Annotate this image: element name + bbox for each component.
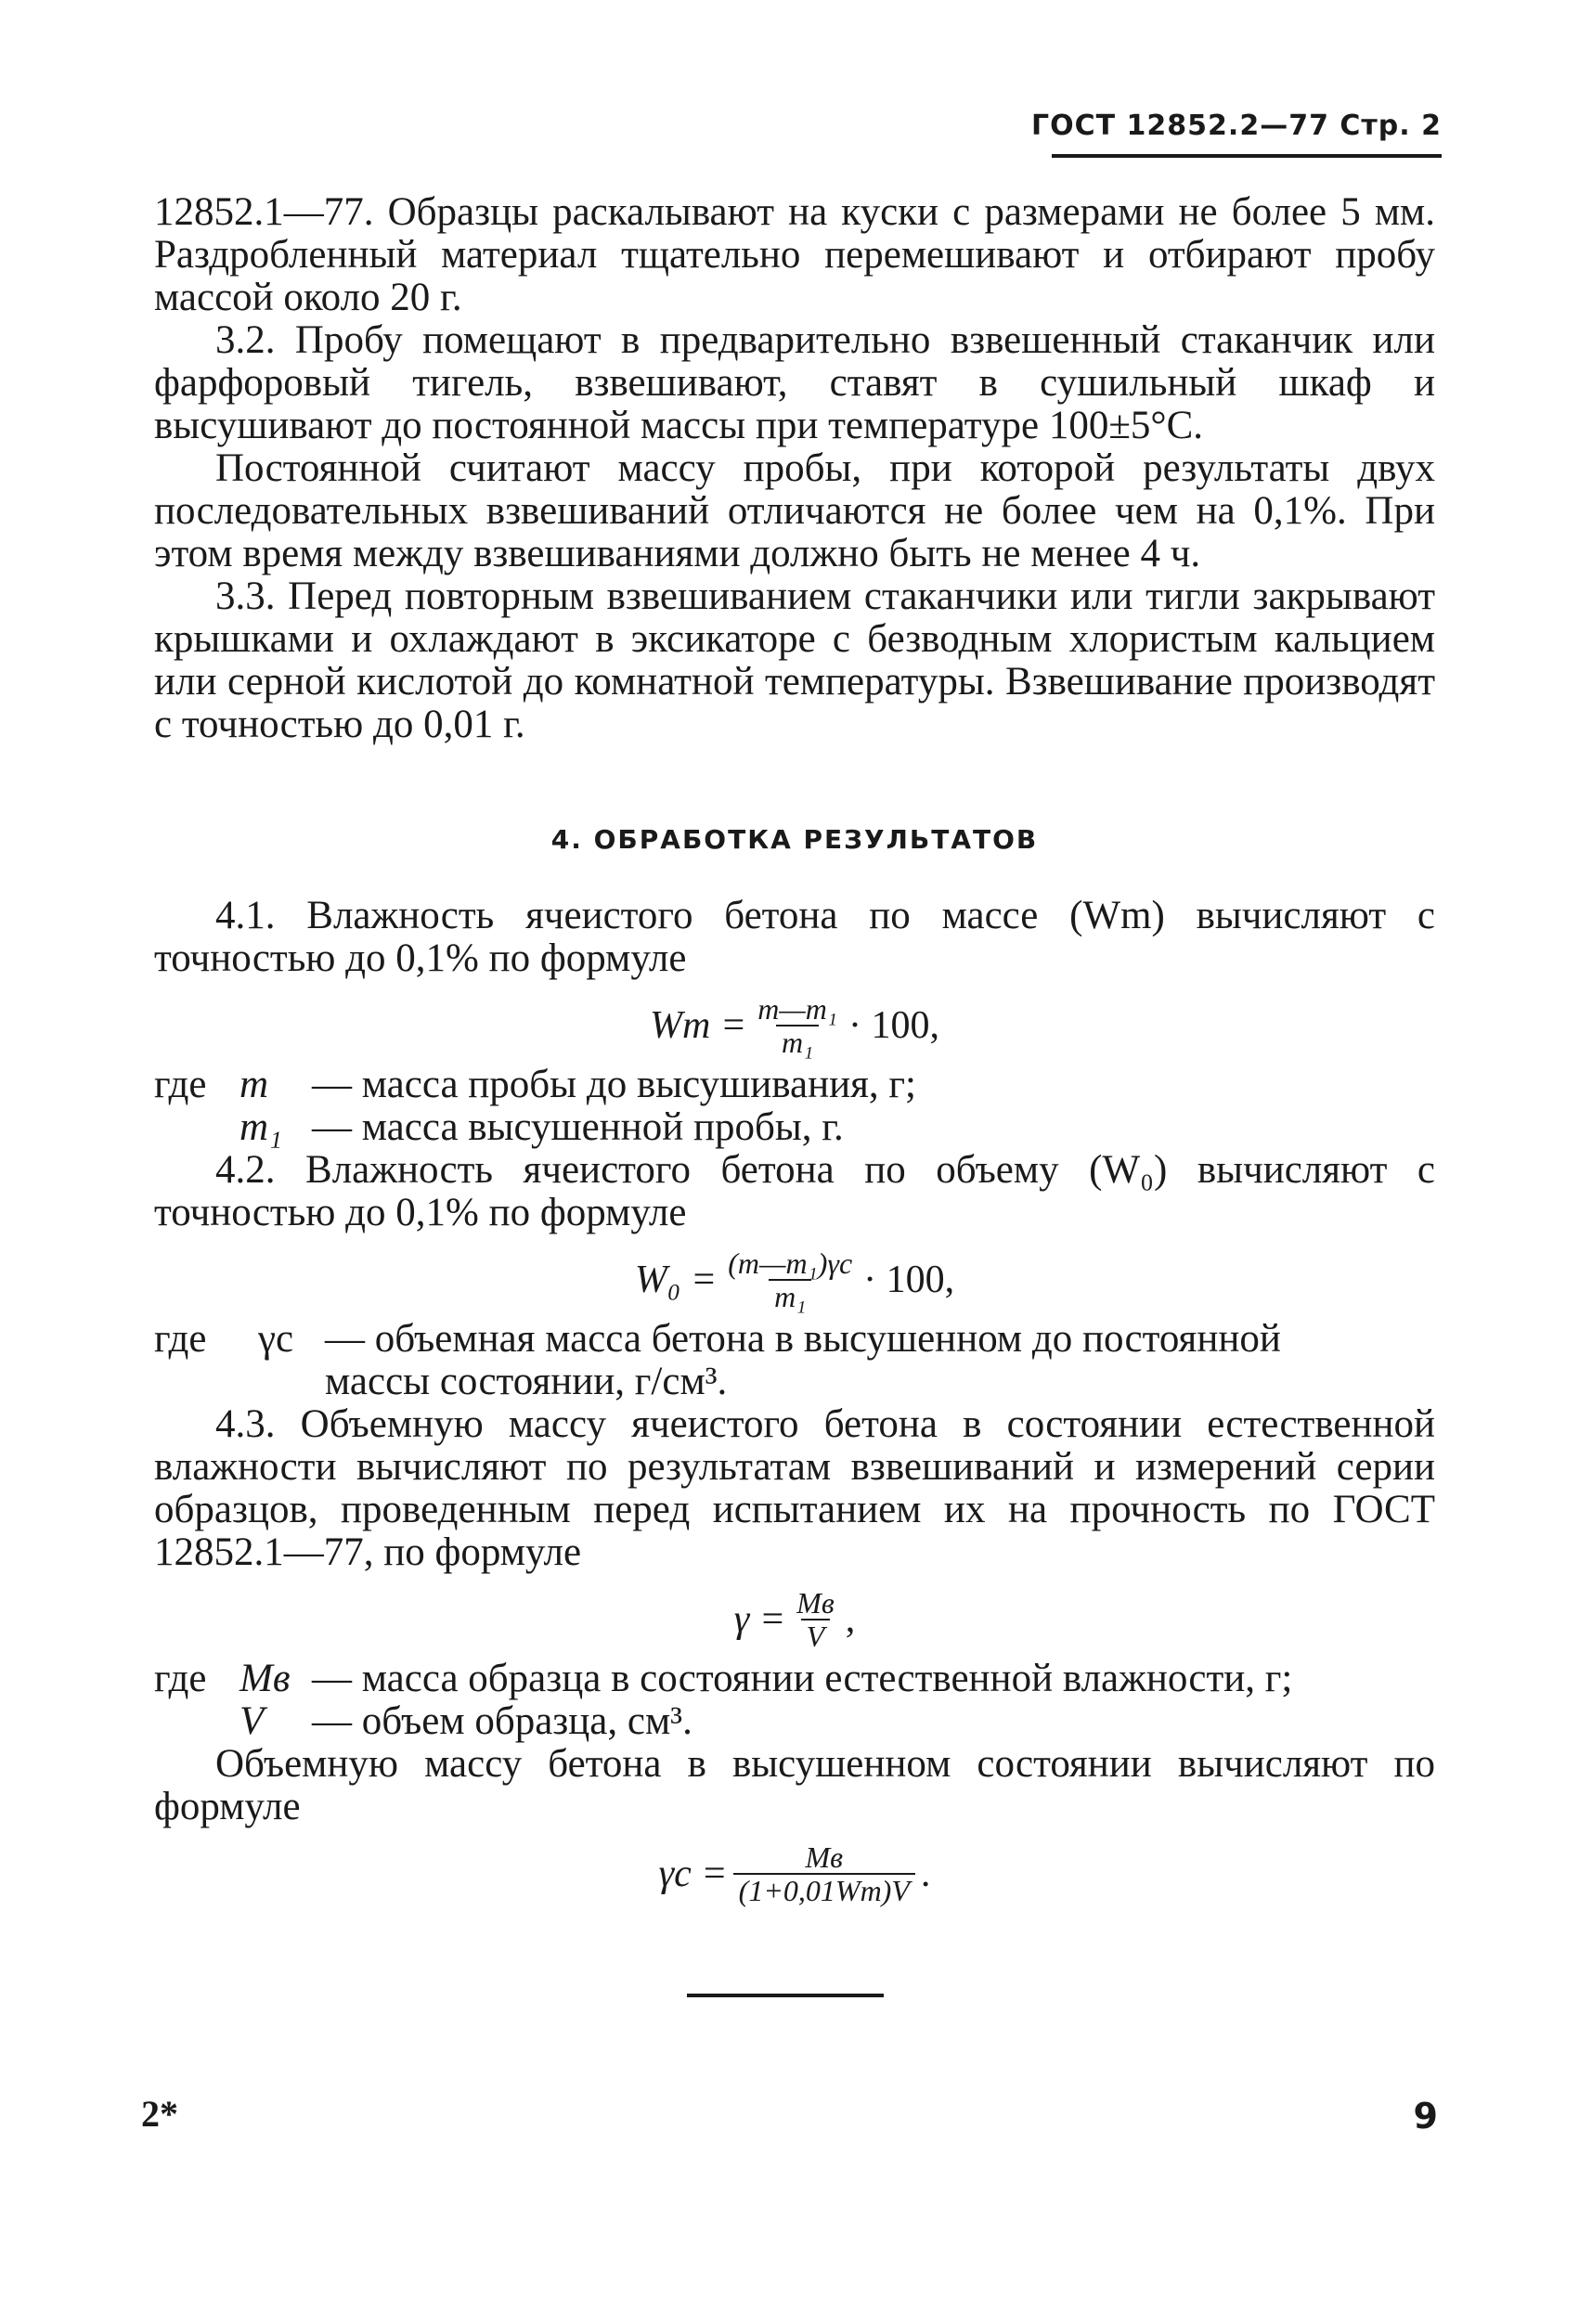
formula-w0-numerator: (m—m₁)γc xyxy=(728,1246,853,1280)
where-text: — масса пробы до высушивания, г; xyxy=(312,1063,916,1106)
formula-gamma-denominator: V xyxy=(801,1619,831,1652)
formula-w0-fraction xyxy=(722,1247,858,1312)
end-rule xyxy=(687,1994,884,1997)
signature-mark: 2* xyxy=(141,2093,178,2135)
paragraph-constant-mass: Постоянной считают массу пробы, при которой результаты двух последовательных взвешиваний отличаются не более чем на 0,1%. При этом время между взвешиваниями должно быть не менее 4 ч. xyxy=(154,446,1435,575)
paragraph-3-3: 3.3. Перед повторным взвешиванием стаканчики или тигли закрывают крышками и охлаждают в эксикаторе с безводным хлористым кальцием или серной кислотой до комнатной температуры. Взвешивание производят с точностью до 0,01 г. xyxy=(154,575,1435,746)
where-text: — масса образца в состоянии естественной влажности, г; xyxy=(312,1657,1293,1700)
formula-gamma-c-denominator: (1+0,01Wm)V xyxy=(733,1873,915,1906)
document-body xyxy=(154,191,1435,1912)
where-lead: где xyxy=(154,1317,207,1361)
formula-w0-denominator: m₁ xyxy=(769,1279,811,1312)
formula-wm xyxy=(154,993,1435,1058)
where-symbol: m xyxy=(239,1063,269,1106)
where-text: — объем образца, см³. xyxy=(312,1699,692,1743)
formula-gamma-fraction xyxy=(791,1587,840,1652)
formula-wm-denominator: m₁ xyxy=(776,1025,819,1058)
formula-wm-fraction xyxy=(752,993,843,1058)
formula-w0 xyxy=(154,1247,1435,1312)
where-symbol: V xyxy=(239,1699,265,1743)
page-number: 9 xyxy=(1413,2096,1438,2137)
paragraph-4-1: 4.1. Влажность ячеистого бетона по массе (Wm) вычисляют с точностью до 0,1% по формуле xyxy=(154,894,1435,980)
page-header: ГОСТ 12852.2—77 Стр. 2 xyxy=(1031,110,1442,142)
formula-gamma-tail: , xyxy=(845,1598,856,1641)
where-gamma-c xyxy=(154,1318,1435,1361)
where-continuation: массы состоянии, г/см³. xyxy=(325,1360,728,1403)
where-m xyxy=(154,1064,1435,1106)
paragraph-4-2: 4.2. Влажность ячеистого бетона по объему (W₀) вычисляют с точностью до 0,1% по формуле xyxy=(154,1148,1435,1234)
formula-gamma-numerator: Mв xyxy=(796,1586,835,1620)
formula-gamma-c xyxy=(154,1841,1435,1906)
where-m1 xyxy=(154,1106,1435,1149)
header-rule xyxy=(1052,154,1442,158)
where-lead: где xyxy=(154,1063,207,1106)
paragraph-1: 12852.1—77. Образцы раскалывают на куски с размерами не более 5 мм. Раздробленный материал тщательно перемешивают и отбирают пробу массой около 20 г. xyxy=(154,190,1435,319)
where-v xyxy=(154,1700,1435,1743)
where-symbol: γc xyxy=(258,1317,294,1361)
where-text: — масса высушенной пробы, г. xyxy=(312,1105,844,1149)
where-text: — объемная масса бетона в высушенном до постоянной xyxy=(325,1317,1281,1361)
formula-wm-lhs: Wm = xyxy=(650,1004,747,1047)
formula-gamma xyxy=(154,1587,1435,1652)
paragraph-4-3: 4.3. Объемную массу ячеистого бетона в состоянии естественной влажности вычисляют по результатам взвешиваний и измерений серии образцов, проведенным перед испытанием их на прочность по ГОСТ 12852.1—77, по формуле xyxy=(154,1402,1435,1574)
formula-gamma-c-tail: . xyxy=(920,1853,931,1895)
formula-gamma-c-numerator: Mв xyxy=(805,1840,844,1874)
formula-gamma-c-lhs: γc = xyxy=(658,1853,728,1895)
formula-wm-numerator: m—m₁ xyxy=(757,992,837,1026)
formula-w0-tail: · 100, xyxy=(863,1259,955,1301)
where-lead: где xyxy=(154,1657,207,1700)
formula-wm-tail: · 100, xyxy=(848,1004,939,1047)
formula-gamma-c-fraction xyxy=(733,1841,915,1906)
paragraph-3-2: 3.2. Пробу помещают в предварительно взвешенный стаканчик или фарфоровый тигель, взвешивают, ставят в сушильный шкаф и высушивают до постоянной массы при температуре 100±5°С. xyxy=(154,318,1435,447)
where-mv xyxy=(154,1658,1435,1700)
where-symbol: m₁ xyxy=(239,1105,283,1149)
where-symbol: Mв xyxy=(239,1657,291,1700)
section-title: 4. ОБРАБОТКА РЕЗУЛЬТАТОВ xyxy=(550,824,1039,855)
formula-w0-lhs: W₀ = xyxy=(634,1259,718,1301)
formula-gamma-lhs: γ = xyxy=(733,1598,786,1641)
paragraph-dry-mass: Объемную массу бетона в высушенном состоянии вычисляют по формуле xyxy=(154,1742,1435,1828)
